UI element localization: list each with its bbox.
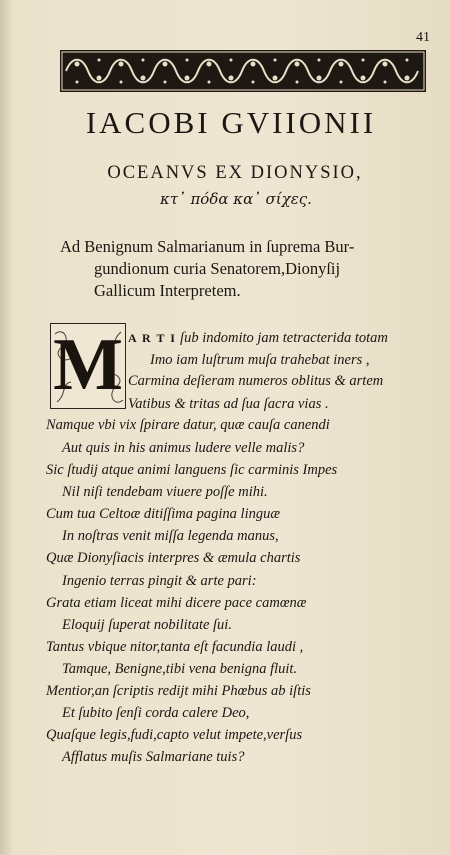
poem-line: Cum tua Celtoæ ditiſſima pagina linguæ [46,506,281,522]
greek-subtitle: κτ᾽ πόδα κα᾽ σίχες. [160,190,312,208]
opening-caps: A R T I [128,331,177,345]
poem-line: Eloquij ſuperat nobilitate ſui. [62,617,232,633]
poem-line: Nil niſi tendebam viuere poſſe mihi. [62,484,268,500]
poem-line: Tantus vbique nitor,tanta eſt facundia laudi , [46,639,304,655]
poem-line: Tamque, Benigne,tibi vena benigna fluit. [62,661,298,677]
poem-line: Namque vbi vix ſpirare datur, quæ cauſa canendi [46,417,330,433]
poem-line: Ingenio terras pingit & arte pari: [62,573,257,589]
poem-line [128,330,388,347]
poem-line: Quæ Dionyſiacis interpres & æmula chartis [46,550,301,566]
author-heading: IACOBI GVIIONII [85,105,377,140]
page-number: 41 [416,30,430,45]
poem-line: Et ſubito ſenſi corda calere Deo, [62,705,250,721]
work-title: OCEANVS EX DIONYSIO, [107,163,363,183]
poem-line: Imo iam luſtrum muſa trahebat iners , [150,352,370,368]
poem-line: Mentior,an ſcriptis redijt mihi Phœbus ab iſtis [46,683,311,699]
dropcap-letter: M [53,324,123,406]
dedication-line: Gallicum Interpretem. [94,281,241,300]
poem-line: Quaſque legis,fudi,capto velut impete,verſus [46,727,303,743]
poem-line: In noſtras venit miſſa legenda manus, [62,528,279,544]
poem-line: Carmina deſieram numeros oblitus & artem [128,373,384,389]
poem-line: Afflatus muſis Salmariane tuis? [62,749,245,765]
decorated-initial [50,323,126,409]
poem-line: Sic ſtudij atque animi languens ſic carminis Impes [46,462,338,478]
poem-line: Aut quis in his animus ludere velle malis? [62,440,305,456]
dedication-line: Ad Benignum Salmarianum in ſuprema Bur- [60,237,355,256]
dedication-line: gundionum curia Senatorem,Dionyſij [94,259,341,278]
decorative-headpiece [60,50,426,92]
poem-line: Grata etiam liceat mihi dicere pace camœnæ [46,595,307,611]
poem-line-text: ſub indomito jam tetracterida totam [176,330,388,346]
poem-line: Vatibus & tritas ad ſua ſacra vias . [128,396,329,412]
